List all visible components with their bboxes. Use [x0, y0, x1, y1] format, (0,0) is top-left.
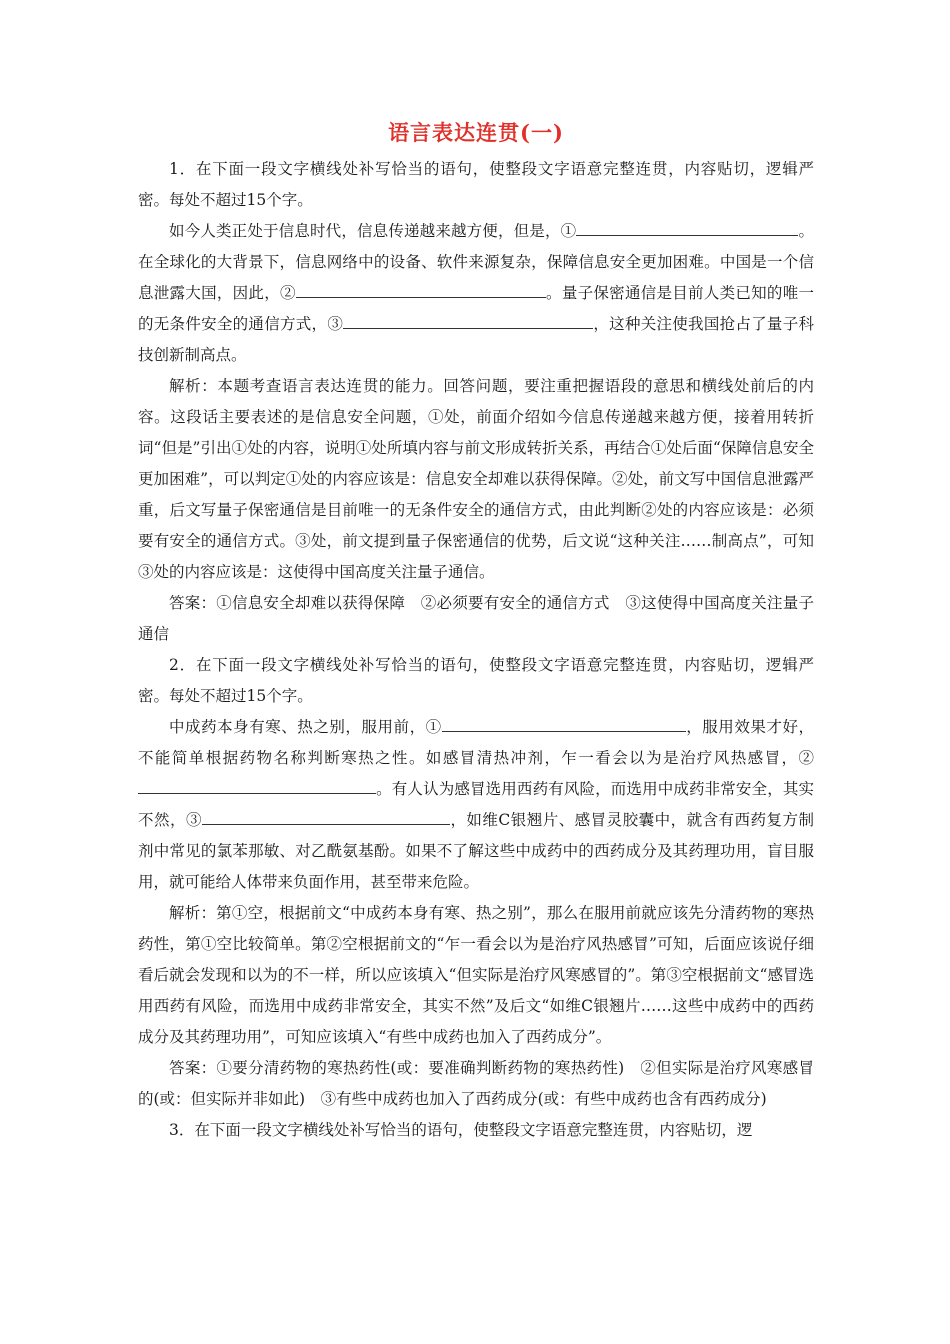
question-2-answer: 答案：①要分清药物的寒热药性(或：要准确判断药物的寒热药性) ②但实际是治疗风寒感冒的(或：但实际并非如此) ③有些中成药也加入了西药成分(或：有些中成药也含有西药成分) — [138, 1059, 814, 1108]
answer-blank-1-cont[interactable] — [754, 217, 798, 236]
page-title: 语言表达连贯(一) — [388, 120, 564, 145]
question-3-prompt: 3．在下面一段文字横线处补写恰当的语句，使整段文字语意完整连贯，内容贴切，逻 — [169, 1121, 753, 1139]
q1-text-a: 如今人类正处于信息时代，信息传递越来越方便，但是，① — [169, 222, 577, 240]
q1-text-b: 。在全球化的大背景下，信息网络中的设备、软件来源复杂，保障信息安全更加困难。中国是一个信息泄露大国，因此，② — [138, 222, 814, 302]
document-page — [138, 118, 814, 1146]
q1-text-c: 。量子保密通信是目前人类已知的唯一的无条件安全的通信方式，③ — [138, 284, 814, 333]
q2-text-a: 中成药本身有寒、热之别，服用前，① — [169, 718, 442, 736]
q2-text-d: ，如维C银翘片、感冒灵胶囊中，就含有西药复方制剂中常见的氯苯那敏、对乙酰氨基酚。如果不了解这些中成药中的西药成分及其药理功用，盲目服用，就可能给人体带来负面作用，甚至带来危险。 — [138, 811, 814, 891]
question-1-passage — [138, 216, 814, 371]
answer-blank-1[interactable] — [576, 217, 754, 236]
question-2-prompt: 2．在下面一段文字横线处补写恰当的语句，使整段文字语意完整连贯，内容贴切，逻辑严密。每处不超过15个字。 — [138, 656, 814, 705]
question-1-analysis: 解析：本题考查语言表达连贯的能力。回答问题，要注重把握语段的意思和横线处前后的内容。这段话主要表述的是信息安全问题，①处，前面介绍如今信息传递越来越方便，接着用转折词“但是”引出①处的内容，说明①处所填内容与前文形成转折关系，再结合①处后面“保障信息安全更加困难”，可以判定①处的内容应该是：信息安全却难以获得保障。②处，前文写中国信息泄露严重，后文写量子保密通信是目前唯一的无条件安全的通信方式，由此判断②处的内容应该是：必须要有安全的通信方式。③处，前文提到量子保密通信的优势，后文说“这种关注……制高点”，可知③处的内容应该是：这使得中国高度关注量子通信。 — [138, 377, 814, 581]
question-1-prompt: 1．在下面一段文字横线处补写恰当的语句，使整段文字语意完整连贯，内容贴切，逻辑严密。每处不超过15个字。 — [138, 160, 814, 209]
answer-blank-2[interactable] — [138, 775, 376, 794]
q2-text-c: 。有人认为感冒选用西药有风险，而选用中成药非常安全，其实不然，③ — [138, 780, 814, 829]
q1-text-d: ，这种关注使我国抢占了量子科技创新制高点。 — [138, 315, 814, 364]
answer-blank-2[interactable] — [296, 279, 546, 298]
q2-text-b: ，服用效果才好，不能简单根据药物名称判断寒热之性。如感冒清热冲剂，乍一看会以为是治疗风热感冒，② — [138, 718, 814, 767]
answer-blank-3[interactable] — [343, 310, 593, 329]
question-1-answer: 答案：①信息安全却难以获得保障 ②必须要有安全的通信方式 ③这使得中国高度关注量子通信 — [138, 594, 814, 643]
question-2-analysis: 解析：第①空，根据前文“中成药本身有寒、热之别”，那么在服用前就应该先分清药物的寒热药性，第①空比较简单。第②空根据前文的“乍一看会以为是治疗风热感冒”可知，后面应该说仔细看后就会发现和以为的不一样，所以应该填入“但实际是治疗风寒感冒的”。第③空根据前文“感冒选用西药有风险，而选用中成药非常安全，其实不然”及后文“如维C银翘片……这些中成药中的西药成分及其药理功用”，可知应该填入“有些中成药也加入了西药成分”。 — [138, 904, 814, 1046]
answer-blank-1[interactable] — [442, 713, 686, 732]
question-2-passage — [138, 712, 814, 898]
answer-blank-3[interactable] — [202, 806, 450, 825]
